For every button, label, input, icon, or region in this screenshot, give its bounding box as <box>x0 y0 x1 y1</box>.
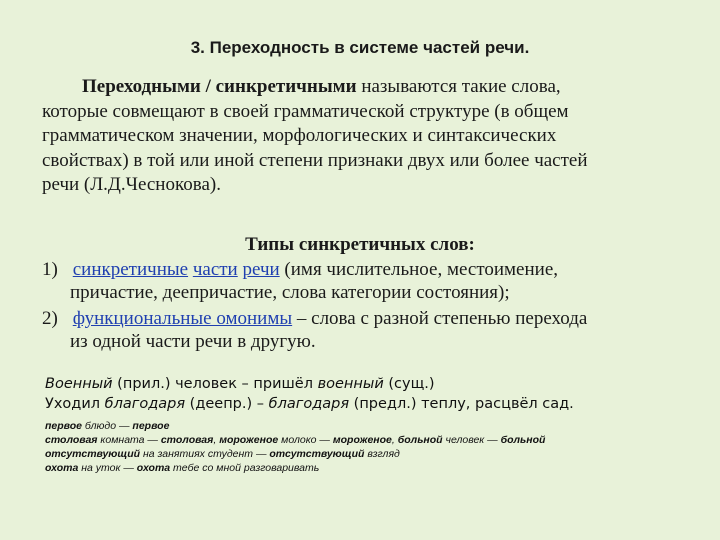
item-number: 2) <box>42 308 58 329</box>
item-number: 1) <box>42 259 58 280</box>
bold-word: отсутствующий <box>269 448 365 460</box>
bold-word: первое <box>45 420 83 432</box>
item-text: (имя числительное, местоимение, <box>279 259 559 280</box>
definition-line-1 <box>42 75 682 100</box>
example-text: , <box>391 434 398 446</box>
small-example-1 <box>45 419 695 433</box>
definition-line-4: свойствах) в той или иной степени признаки двух или более частей <box>42 149 588 171</box>
example-1 <box>45 376 435 392</box>
bold-word: охота <box>45 462 79 474</box>
bold-word: мороженое <box>332 434 392 446</box>
bold-word: больной <box>397 434 443 446</box>
example-text: (предл.) теплу, расцвёл сад. <box>349 396 574 412</box>
example-word: военный <box>317 376 384 392</box>
slide-title: 3. Переходность в системе частей речи. <box>190 38 530 57</box>
link-functional-homonyms[interactable]: функциональные омонимы <box>72 308 293 329</box>
link-speech[interactable]: речи <box>242 259 280 280</box>
example-text: тебе со мной разговаривать <box>170 462 320 474</box>
example-text: , <box>213 434 220 446</box>
example-text: (сущ.) <box>383 376 435 392</box>
definition-line-2: которые совмещают в своей грамматической структуре (в общем <box>42 100 569 122</box>
definition-line-5: речи (Л.Д.Чеснокова). <box>42 174 221 195</box>
example-text: комната — <box>97 434 161 446</box>
bold-word: первое <box>132 420 170 432</box>
small-example-2 <box>45 433 695 447</box>
bold-word: столовая <box>45 434 98 446</box>
example-text: (прил.) человек – пришёл <box>112 376 318 392</box>
example-2 <box>45 396 574 412</box>
small-example-3 <box>45 447 695 461</box>
example-word: Военный <box>45 376 113 392</box>
bold-word: отсутствующий <box>45 448 141 460</box>
example-text: взгляд <box>364 448 400 460</box>
small-example-4 <box>45 461 695 475</box>
example-text: молоко — <box>278 434 333 446</box>
type-item-1 <box>42 258 677 304</box>
bold-word: больной <box>500 434 546 446</box>
definition-line-3: грамматическом значении, морфологических и синтаксических <box>42 125 557 146</box>
item-continuation: из одной части речи в другую. <box>70 331 316 352</box>
example-text: (деепр.) – <box>185 396 269 412</box>
bold-word: столовая <box>160 434 214 446</box>
link-parts[interactable]: части <box>192 259 238 280</box>
definition-text: называются такие слова, <box>356 76 561 97</box>
example-text: человек — <box>442 434 501 446</box>
example-word: благодаря <box>268 396 350 412</box>
bold-word: охота <box>136 462 171 474</box>
definition-paragraph <box>42 75 682 198</box>
example-text: блюдо — <box>82 420 133 432</box>
definition-term: Переходными / синкретичными <box>82 76 357 97</box>
example-text: Уходил <box>45 396 105 412</box>
link-synkretic[interactable]: синкретичные <box>72 259 189 280</box>
item-text: – слова с разной степенью перехода <box>292 308 588 329</box>
example-text: на занятиях студент — <box>140 448 270 460</box>
item-continuation: причастие, деепричастие, слова категории состояния); <box>70 282 510 303</box>
bold-word: мороженое <box>219 434 279 446</box>
types-heading: Типы синкретичных слов: <box>245 234 475 255</box>
type-item-2 <box>42 307 677 353</box>
example-word: благодаря <box>104 396 186 412</box>
example-text: на уток — <box>78 462 137 474</box>
